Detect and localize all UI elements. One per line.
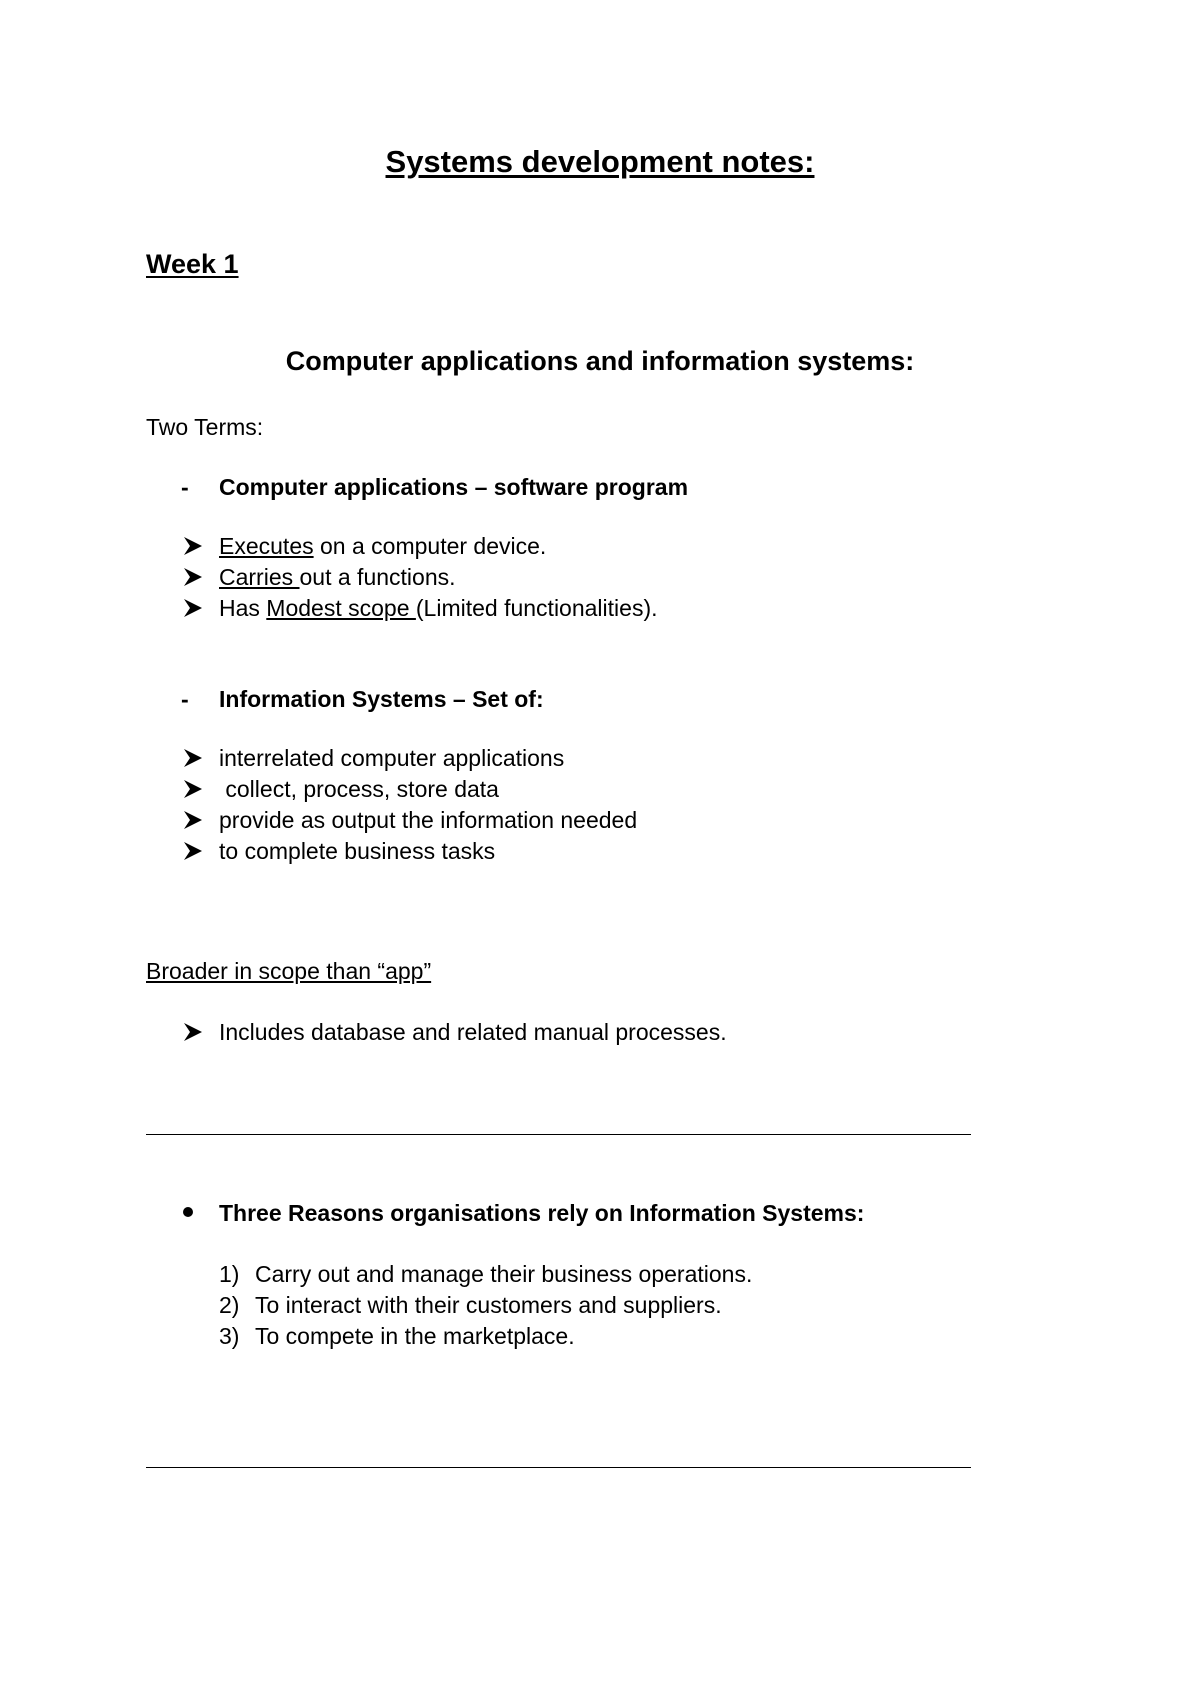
term2-heading: Information Systems – Set of: — [219, 686, 544, 712]
horizontal-rule — [146, 1134, 971, 1135]
document-title: Systems development notes: — [385, 144, 815, 179]
reasons-heading: Three Reasons organisations rely on Information Systems: — [219, 1200, 865, 1226]
term1-item-keyword: Carries — [219, 564, 300, 590]
arrowhead-bullet-icon — [182, 747, 204, 769]
section-heading: Computer applications and information systems: — [285, 346, 915, 376]
broader-heading: Broader in scope than “app” — [146, 958, 432, 984]
term1-item-keyword: Executes — [219, 533, 314, 559]
arrowhead-bullet-icon — [182, 809, 204, 831]
term1-item — [219, 533, 546, 560]
reason-number: 2) — [219, 1292, 240, 1318]
reason-item: To compete in the marketplace. — [255, 1323, 575, 1349]
arrowhead-bullet-icon — [182, 840, 204, 862]
term1-item-text: out a functions. — [299, 564, 456, 590]
term2-item: collect, process, store data — [219, 776, 499, 802]
term1-item — [219, 564, 456, 591]
term1-heading: Computer applications – software program — [219, 474, 689, 500]
term1-item-text: Has — [219, 595, 267, 621]
week-heading: Week 1 — [146, 249, 239, 279]
arrowhead-bullet-icon — [182, 597, 204, 619]
term2-item: provide as output the information needed — [219, 807, 638, 833]
reason-item: To interact with their customers and suppliers. — [255, 1292, 722, 1318]
broader-item: Includes database and related manual processes. — [219, 1019, 727, 1045]
horizontal-rule — [146, 1467, 971, 1468]
term1-item-text: (Limited functionalities). — [415, 595, 658, 621]
term1-item-text: on a computer device. — [313, 533, 547, 559]
reason-number: 3) — [219, 1323, 240, 1349]
term2-item: to complete business tasks — [219, 838, 496, 864]
reason-number: 1) — [219, 1261, 240, 1287]
term1-dash: - — [181, 474, 189, 500]
arrowhead-bullet-icon — [182, 778, 204, 800]
reason-item: Carry out and manage their business operations. — [255, 1261, 753, 1287]
term2-item: interrelated computer applications — [219, 745, 565, 771]
arrowhead-bullet-icon — [182, 535, 204, 557]
intro-text: Two Terms: — [146, 414, 264, 440]
term1-item — [219, 595, 658, 622]
arrowhead-bullet-icon — [182, 566, 204, 588]
term2-dash: - — [181, 686, 189, 712]
arrowhead-bullet-icon — [182, 1021, 204, 1043]
term1-item-keyword: Modest scope — [266, 595, 416, 621]
round-bullet-icon — [183, 1207, 193, 1217]
